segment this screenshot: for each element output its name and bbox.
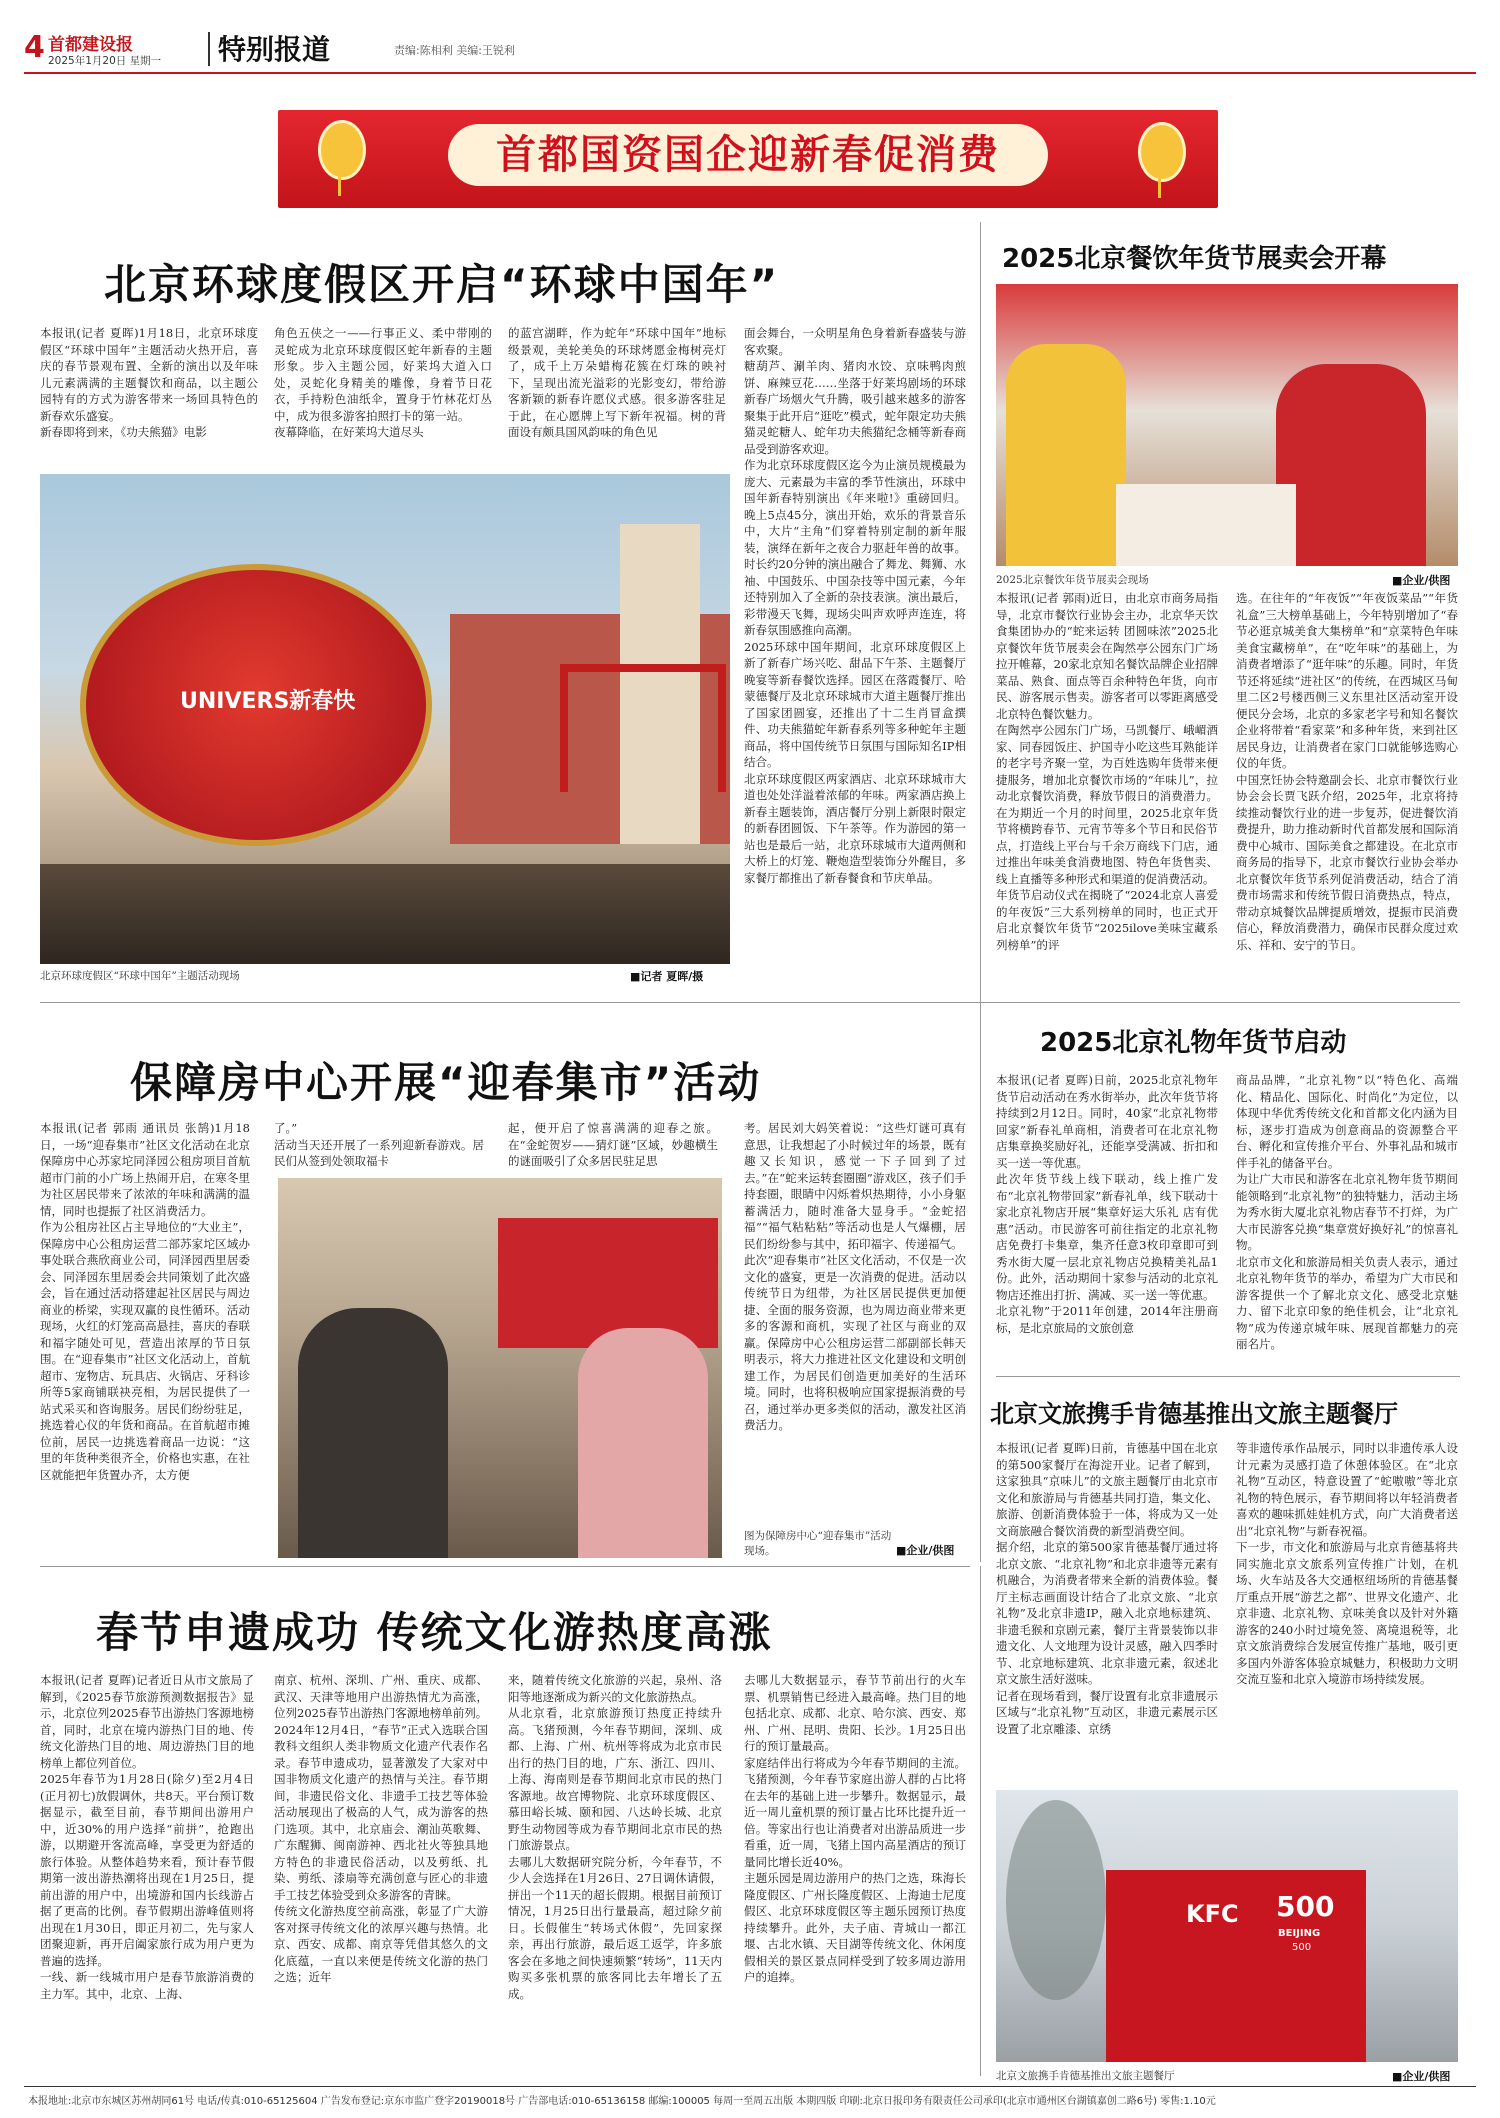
article6-col2: 南京、杭州、深圳、广州、重庆、成都、武汉、天津等地用户出游热情尤为高涨，位列2025春节出游热门客源地榜单前列。 2024年12月4日，“春节”正式入选联合国教科文组织人类非物质文化遗产代表作名录。春节申遗成功，显著激发了大家对中国非物质文化遗产的热情与关注。春节期间，非遗民俗文化、非遗手工技艺等体验活动展现出了极高的人气，成为游客的热门选项。其中，北京庙会、潮汕英歌舞、广东醒狮、闽南游神、西北社火等独具地方特色的非遗民俗活动，以及剪纸、扎染、剪纸、漆扇等充满创意与匠心的非遗手工技艺体验受到众多游客的青睐。 传统文化游热度空前高涨，彰显了广大游客对探寻传统文化的浓厚兴趣与热情。北京、西安、成都、南京等凭借其悠久的文化底蕴，一直以来便是传统文化游的热门之选；近年 [274,1673,488,1984]
sign-number: 500 [1276,1890,1335,1923]
divider-h2 [996,1376,1460,1377]
article3-headline: 保障房中心开展“迎春集市”活动 [130,1058,762,1107]
divider-a3 [980,1002,981,1562]
divider-a1 [980,222,981,1002]
article2-col1: 本报讯(记者 郭雨)近日，由北京市商务局指导，北京市餐饮行业协会主办，北京华天饮食集团协办的“蛇来运转 团圆味浓”2025北京餐饮年货节展卖会在陶然亭公园东门广场拉开帷幕，20家北京知名餐饮品牌企业招牌菜品、熟食、面点等百余种特色年货，向市民、游客展示售卖。游客者可以零距离感受北京特色餐饮魅力。 在陶然亭公园东门广场，马凯餐厅、峨嵋酒家、同春园饭庄、护国寺小吃这些耳熟能详的老字号齐聚一堂，为百姓选购年货带来便捷服务，增加北京餐饮市场的“年味儿”，拉动北京餐饮消费，释放节假日的消费潜力。在为期近一个月的时间里，2025北京年货节将横跨春节、元宵节等多个节日和民俗节点，打造线上平台与千余万商线下门店，通过推出年味美食消费地图、特色年货售卖、线上直播等多种形式和渠道的促消费活动。 年货节启动仪式在揭晓了“2024北京人喜爱的年夜饭”三大系列榜单的同时，也正式开启北京餐饮年货节“2025ilove美味宝藏系列榜单”的评 [996,591,1218,952]
article1-photo [40,474,730,964]
gate-shape [560,664,726,792]
article1-col1: 本报讯(记者 夏晖)1月18日，北京环球度假区“环球中国年”主题活动火热开启，喜庆的春节景观布置、全新的演出以及年味儿元素满满的主题餐饮和商品，以主题公园特有的方式为游客带来一场回具特色的新春欢乐盛宴。 新春即将到来，《功夫熊猫》电影 [40,326,258,439]
article4-headline: 2025北京礼物年货节启动 [1040,1028,1347,1058]
masthead-separator [208,32,210,66]
article3-col4: 考。居民刘大妈笑着说：“这些灯谜可真有意思，让我想起了小时候过年的场景，既有趣又长知识，感觉一下子回到了过去。”在“蛇来运转套圈圈”游戏区，孩子们手持套圈，眼睛中闪烁着炽热期待，小小身躯蓄满活力，随时准备大显身手。“金蛇招福”“福气粘粘粘”等活动也是人气爆棚，居民们纷纷参与其中，拓印福字、传递福气。 此次“迎春集市”社区文化活动，不仅是一次文化的盛宴，更是一次消费的促进。活动以传统节日为纽带，为社区居民提供更加便捷、全面的服务资源，也为周边商业带来更多的客源和商机，实现了社区与商业的双赢。保障房中心公租房运营二部副部长韩天明表示，将大力推进社区文化建设和文明创建工作，为居民们创造更加美好的生活环境。同时，也将积极响应国家提振消费的号召，通过举办更多类似的活动，激发社区消费活力。 [744,1121,966,1432]
article2-credit: ■企业/供图 [1392,574,1451,587]
article1-col3: 的蓝宫湖畔，作为蛇年“环球中国年”地标级景观，美轮美奂的环球烤愿金梅树亮灯了，成千上万朵蜡梅花簇在灯珠的映衬下，呈现出流光溢彩的光影变幻，带给游客新颖的新春许愿仪式感。很多游客驻足于此，在心愿牌上写下新年祝福。树的背面设有颇具国风韵味的角色见 [508,326,726,439]
article1-headline: 北京环球度假区开启“环球中国年” [104,260,780,309]
sign-subnumber: 500 [1292,1942,1312,1953]
article3-caption: 图为保障房中心“迎春集市”活动现场。 [744,1530,892,1557]
article5-headline: 北京文旅携手肯德基推出文旅主题餐厅 [990,1400,1398,1428]
special-banner [278,110,1218,208]
lantern-left-tassel-icon [338,176,341,196]
banner-title: 首都国资国企迎新春促消费 [496,132,1000,178]
kfc-sign: KFC [1186,1900,1239,1928]
article5-col2: 等非遗传承作品展示，同时以非遗传承人设计元素为灵感打造了休憩体验区。在“北京礼物”互动区，特意设置了“蛇嗷嗷”等北京礼物的特色展示，春节期间将以年轻消费者喜欢的趣味抓娃娃机方式，向广大消费者送出“北京礼物”与新春祝福。 下一步，市文化和旅游局与北京肯德基将共同实施北京文旅系列宣传推广计划，在机场、火车站及各大交通枢纽场所的肯德基餐厅重点开展“游艺之都”、世界文化遗产、北京非遗、北京礼物、京味美食以及针对外籍游客的240小时过境免签、离境退税等，北京文旅消费综合发展宣传推广基地，吸引更多国内外游客体验京城魅力，积极助力文明交流互鉴和北京入境游市场持续发展。 [1236,1441,1458,1686]
sign-city: BEIJING [1278,1928,1321,1939]
counter-shape [1116,484,1296,566]
issue-date: 2025年1月20日 星期一 [48,55,162,67]
article3-col1: 本报讯(记者 郭雨 通讯员 张鹄)1月18日，一场“迎春集市”社区文化活动在北京保障房中心苏家坨同泽园公租房项目首航超市门前的小广场上热闹开启，在寒冬里为社区居民带来了浓浓的年味和满满的温情，同时也提振了社区消费活力。 作为公租房社区占主导地位的“大业主”，保障房中心公租房运营二部苏家坨区域办事处联合燕欣商业公司，同泽园西里居委会、同泽园东里居委会共同策划了此次盛会，旨在通过活动搭建起社区居民与周边商业的桥梁，实现双赢的良性循环。活动现场，火红的灯笼高高悬挂，喜庆的春联和福字随处可见，营造出浓厚的节日氛围。在“迎春集市”社区文化活动上，首航超市、宠物店、玩具店、火锅店、牙科诊所等5家商铺联袂亮相，为居民提供了一站式采买和咨询服务。居民们纷纷驻足，挑选着心仪的年货和商品。在首航超市摊位前，居民一边挑选着商品一边说：“这里的年货种类很齐全，价格也实惠，在社区就能把年货置办齐，太方便 [40,1121,250,1482]
article6-col3: 来，随着传统文化旅游的兴起，泉州、洛阳等地逐渐成为新兴的文化旅游热点。 从北京看，北京旅游预订热度正持续升高。飞猪预测，今年春节期间，深圳、成都、上海、广州、杭州等将成为北京市民出行的热门目的地，广东、浙江、四川、上海、海南则是春节期间北京市民的热门客源地。故宫博物院、北京环球度假区、慕田峪长城、颐和园、八达岭长城、北京野生动物园等成为春节期间北京市民的热门旅游景点。 去哪儿大数据研究院分析，今年春节，不少人会选择在1月26日、27日调休请假，拼出一个11天的超长假期。根据目前预订情况，1月25日出行量最高，超过除夕前日。长假催生“转场式休假”，先回家探亲，再出行旅游，最后返工返学，许多旅客会在多地之间快速频繁“转场”，11天内购买多张机票的旅客同比去年增长了五成。 [508,1673,722,2001]
lantern-label: UNIVERS新春快 [180,689,356,714]
article1-credit: ■记者 夏晖/摄 [630,970,704,983]
article2-col2: 选。在往年的“年夜饭”“年夜饭菜品”“年货礼盒”三大榜单基础上，今年特别增加了“春节必逛京城美食大集榜单”和“京菜特色年味美食宝藏榜单”，在“吃年味”的基础上，为消费者增添了“逛年味”的乐趣。同时，年货节还将延续“进社区”的传统，在西城区马甸里二区2号楼西侧三义东里社区活动室开设便民分会场，北京的多家老字号和知名餐饮企业将带着“看家菜”和多种年货，来到社区居民身边，让消费者在家门口就能够选购心仪的年货。 中国烹饪协会特邀副会长、北京市餐饮行业协会会长贾飞跃介绍，2025年，北京将持续推动餐饮行业的进一步复苏，促进餐饮消费提升，助力推动新时代首都发展和国际消费中心城市、国际美食之都建设。在北京市商务局的指导下，北京市餐饮行业协会举办北京餐饮年货节系列促消费活动，结合了消费市场需求和传统节假日消费热点，特点，带动京城餐饮品牌提质增效，提振市民消费信心，释放消费潜力，确保市民群众度过欢乐、祥和、安宁的节日。 [1236,591,1458,952]
person-yellow-shape [1006,344,1126,566]
article3-col3: 起，便开启了惊喜满满的迎春之旅。在“金蛇贺岁——猜灯谜”区域，妙趣横生的谜面吸引了众多居民驻足思 [508,1121,718,1168]
article5-credit: ■企业/供图 [1392,2070,1451,2083]
article4-col1: 本报讯(记者 夏晖)日前，2025北京礼物年货节启动活动在秀水街举办，此次年货节将持续到2月12日。同时，40家“北京礼物带回家”新春礼单商相，消费者可在北京礼物店集章换奖励好礼，还能享受满减、折扣和买一送一等优惠。 此次年货节线上线下联动，线上推广发布“北京礼物带回家”新春礼单，线下联动十家北京礼物店开展“集章好运大乐礼 店有优惠”活动。市民游客可前往指定的北京礼物店免费打卡集章，集齐任意3枚印章即可到秀水街大厦一层北京礼物店兑换精美礼品1份。此外，活动期间十家参与活动的北京礼物店还推出打折、满减、买一送一等优惠。 北京礼物”于2011年创建，2014年注册商标，是北京旅局的文旅创意 [996,1073,1218,1335]
editors: 责编:陈相利 美编:王锐利 [394,44,515,57]
article5-caption: 北京文旅携手肯德基推出文旅主题餐厅 [996,2070,1175,2082]
person-dark-shape [298,1308,448,1558]
article2-headline: 2025北京餐饮年货节展卖会开幕 [1002,244,1387,274]
lantern-right-icon [1138,122,1186,182]
article4-col2: 商品品牌，“北京礼物”以“特色化、高端化、精品化、国际化、时尚化”为定位，以体现中华优秀传统文化和首都文化内涵为目标，逐步打造成为创意商品的资源整合平台、孵化和宣传推介平台、外事礼品和城市伴手礼的储备平台。 为让广大市民和游客在北京礼物年货节期间能领略到“北京礼物”的独特魅力，活动主场为秀水街大厦北京礼物店春节不打烊，为广大市民游客兑换“集章赏好换好礼”的惊喜礼物。 北京市文化和旅游局相关负责人表示，通过北京礼物年货节的举办，希望为广大市民和游客提供一个了解北京文化、感受北京魅力、留下北京印象的绝佳机会，让“北京礼物”成为传递京城年味、展现首都魅力的亮丽名片。 [1236,1073,1458,1351]
article6-headline: 春节申遗成功 传统文化游热度高涨 [96,1608,773,1657]
person-red-shape [1276,364,1426,566]
footer-rule [24,2086,1476,2087]
article2-caption: 2025北京餐饮年货节展卖会现场 [996,574,1149,586]
divider-h3 [40,1566,970,1567]
article1-caption: 北京环球度假区“环球中国年”主题活动现场 [40,970,240,982]
page-number: 4 [24,30,45,65]
masthead-rule [24,72,1476,74]
article5-photo [996,1790,1458,2062]
article3-col2: 了。” 活动当天还开展了一系列迎新春游戏。居民们从签到处领取福卡 [274,1121,484,1168]
divider-h1 [40,1002,1460,1003]
article6-col4: 去哪儿大数据显示，春节节前出行的火车票、机票销售已经进入最高峰。热门目的地包括北京、成都、北京、哈尔滨、西安、郑州、广州、昆明、贵阳、长沙。1月25日出行的预订量最高。 家庭结伴出行将成为今年春节期间的主流。飞猪预测，今年春节家庭出游人群的占比将在去年的基础上进一步攀升。数据显示，最近一周儿童机票的预订量占比环比提升近一倍。等家出行也让消费者对出游品质进一步看重，近一周，飞猪上国内高星酒店的预订量同比增长近40%。 主题乐园是周边游用户的热门之选，珠海长隆度假区、广州长隆度假区、上海迪士尼度假区、北京环球度假区等主题乐园预订热度持续攀升。此外，夫子庙、青城山一都江堰、古北水镇、天目湖等传统文化、休闲度假相关的景区景点同样受到了较多周边游用户的追捧。 [744,1673,966,1984]
article1-col2: 角色五侠之一——行事正义、柔中带刚的灵蛇成为北京环球度假区蛇年新春的主题形象。步入主题公园，好莱坞大道入口处，灵蛇化身精美的雕像，身着节日花衣，手持粉色油纸伞，置身于竹林花灯丛中，成为很多游客拍照打卡的第一站。 夜幕降临，在好莱坞大道尽头 [274,326,492,439]
article3-credit: ■企业/供图 [896,1544,955,1557]
footer-info: 本报地址:北京市东城区苏州胡同61号 电话/传真:010-65125604 广告发布登记:京东市监广登字20190018号 广告部电话:010-65136158 邮编:100005 每周一至周五出版 本期四版 印刷:北京日报印务有限责任公司承印(北京市通州区台湖镇嘉创二路6号) 零售:1.10元 [28,2096,1216,2107]
lantern-right-tassel-icon [1158,178,1161,198]
lantern-left-icon [318,120,366,180]
article3-photo [278,1178,722,1558]
article2-photo [996,284,1458,566]
section-title: 特别报道 [218,33,331,66]
crowd-shape [40,864,730,964]
paper-name: 首都建设报 [48,35,133,55]
masthead [0,0,1500,74]
article1-col4: 面会舞台，一众明星角色身着新春盛装与游客欢聚。 糖葫芦、涮羊肉、猪肉水饺、京味鸭肉煎饼、麻辣豆花……坐落于好莱坞剧场的环球新春广场烟火气升腾，吸引越来越多的游客聚集于此开启“逛吃”模式，蛇年限定功夫熊猫灵蛇糖人、蛇年功夫熊猫纪念桶等新春商品受到游客欢迎。 作为北京环球度假区迄今为止演员规模最为庞大、元素最为丰富的季节性演出，环球中国年新春特别演出《年来啦!》重磅回归。晚上5点45分，演出开始，欢乐的背景音乐中，大片“主角”们穿着特别定制的新年服装，演绎在新年之夜合力驱赶年兽的故事。时长约20分钟的演出融合了舞龙、舞狮、水袖、中国鼓乐、中国杂技等中国元素，今年还特别加入了全新的杂技表演。演出最后，彩带漫天飞舞，现场尖叫声欢呼声连连，将新春氛围感推向高潮。 2025环球中国年期间，北京环球度假区上新了新春广场兴吃、甜品下午茶、主题餐厅晚宴等新春餐饮选择。园区在落霞餐厅、哈蒙德餐厅及北京环球城市大道主题餐厅推出了国家团圆宴，还推出了十二生肖冒盒撰件、功夫熊猫蛇年新春系列等多种蛇年主题商品，将中国传统节日氛围与国际知名IP相结合。 北京环球度假区两家酒店、北京环球城市大道也处处洋溢着浓郁的年味。两家酒店换上新春主题装饰，酒店餐厅分别上新限时限定的新春团圆饭、下午茶等。作为游园的第一站也是最后一站，北京环球城市大道两侧和大桥上的灯笼、鞭炮造型装饰分外醒目，多家餐厅都推出了新春餐食和节庆单品。 [744,326,966,885]
divider-a6 [980,1566,981,2076]
article6-col1: 本报讯(记者 夏晖)记者近日从市文旅局了解到，《2025春节旅游预测数据报告》显示，北京位列2025春节出游热门客源地榜首，同时，北京在境内游热门目的地、传统文化游热门目的地、周边游热门目的地榜单上都位列首位。 2025年春节为1月28日(除夕)至2月4日(正月初七)放假调休，共8天。平台预订数据显示，截至目前，春节期间出游用户中，近30%的用户选择“前拼”，抢跑出游，以期避开客流高峰，享受更为舒适的旅行体验。从整体趋势来看，预计春节假期第一波出游热潮将出现在1月25日，提前出游的用户中，出境游和国内长线游占据了更高的比例。春节假期出游峰值则将出现在1月30日，即正月初二，先与家人团聚迎新，再开启阖家旅行成为用户更为普遍的选择。 一线、新一线城市用户是春节旅游消费的主力军。其中，北京、上海、 [40,1673,254,2001]
stall-shape [498,1218,718,1348]
tree-shape [1006,1800,1106,2000]
person-pink-shape [578,1328,708,1558]
article5-col1: 本报讯(记者 夏晖)日前，肯德基中国在北京的第500家餐厅在海淀开业。记者了解到，这家独具“京味儿”的文旅主题餐厅由北京市文化和旅游局与肯德基共同打造，集文化、旅游、创新消费体验于一体，将成为又一处文商旅融合餐饮消费的新型消费空间。 据介绍，北京的第500家肯德基餐厅通过将北京文旅、“北京礼物”和北京非遗等元素有机融合，为消费者带来全新的消费体验。餐厅主标志画面设计结合了北京文旅、“北京礼物”及北京非遗IP，融入北京地标建筑、非遗毛猴和京剧元素，餐厅主背景装饰以非遗文化、人文地理为设计灵感，融入四季时节、北京地标建筑、北京非遗元素，叙述北京文旅生活好滋味。 记者在现场看到，餐厅设置有北京非遗展示区域与“北京礼物”互动区，非遗元素展示区设置了北京雕漆、京绣 [996,1441,1218,1736]
